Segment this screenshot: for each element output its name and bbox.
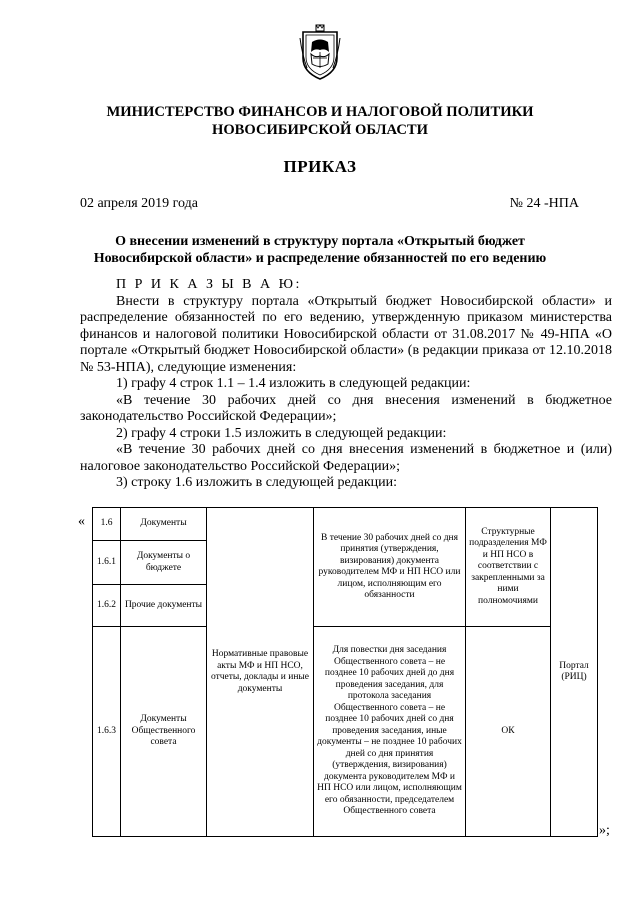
row-name: Документы Общественного совета bbox=[121, 627, 207, 837]
coat-of-arms-icon bbox=[299, 24, 341, 82]
document-number: № 24 -НПА bbox=[509, 196, 579, 211]
prikazyvayu-heading: П Р И К А З Ы В А Ю: bbox=[116, 277, 302, 292]
subject-line1: О внесении изменений в структуру портала «Открытый бюджет bbox=[115, 234, 525, 249]
ministry-name bbox=[60, 103, 580, 139]
opening-quote: « bbox=[78, 514, 85, 529]
body-paragraph-4: 2) графу 4 строки 1.5 изложить в следующей редакции: bbox=[116, 425, 447, 441]
row-number: 1.6.1 bbox=[93, 541, 121, 585]
body-paragraph-2: 1) графу 4 строк 1.1 – 1.4 изложить в следующей редакции: bbox=[116, 376, 471, 391]
row-number: 1.6 bbox=[93, 508, 121, 541]
body-paragraph-6: 3) строку 1.6 изложить в следующей редакции: bbox=[116, 475, 398, 490]
row-name: Документы bbox=[121, 508, 207, 541]
row-number: 1.6.2 bbox=[93, 585, 121, 627]
body-paragraph-1: Внести в структуру портала «Открытый бюджет Новосибирской области» и распределение обязанностей по его ведению, утвержденную приказом министерства финансов и налоговой политики Новосибирской области от 31.08.2017 № 49-НПА «О портале «Открытый бюджет Новосибирской области» (в редакции приказа от 12.10.2018 № 53-НПА), следующие изменения: bbox=[80, 293, 612, 375]
responsible-cell: ОК bbox=[466, 627, 551, 837]
document-subject bbox=[70, 233, 570, 267]
table-row-1-6-3 bbox=[93, 627, 598, 837]
content-cell: Нормативные правовые акты МФ и НП НСО, отчеты, доклады и иные документы bbox=[207, 508, 314, 837]
row-name: Документы о бюджете bbox=[121, 541, 207, 585]
ministry-name-line2: НОВОСИБИРСКОЙ ОБЛАСТИ bbox=[211, 122, 428, 138]
body-paragraph-5: «В течение 30 рабочих дней со дня внесения изменений в бюджетное и (или) налоговое законодательство Российской Федерации»; bbox=[80, 442, 612, 474]
placement-cell: Портал (РИЦ) bbox=[551, 508, 598, 837]
deadline-cell: В течение 30 рабочих дней со дня принятия (утверждения, визирования) документа руководителем МФ и НП НСО или лицом, исполняющим его обязанности bbox=[314, 508, 466, 627]
row-name: Прочие документы bbox=[121, 585, 207, 627]
deadline-cell: Для повестки дня заседания Общественного совета – не позднее 10 рабочих дней до дня проведения заседания, для протокола заседания Общественного совета – не позднее 10 рабочих дней со дня проведения заседания, иные документы – не позднее 10 рабочих дней со дня принятия (утверждения, визирования) документа руководителем МФ и НП НСО или лицом, исполняющим его обязанности, председателем Общественного совета bbox=[314, 627, 466, 837]
subject-line2: Новосибирской области» и распределение обязанностей по его ведению bbox=[93, 251, 547, 266]
ministry-name-line1: МИНИСТЕРСТВО ФИНАНСОВ И НАЛОГОВОЙ ПОЛИТИКИ bbox=[106, 104, 534, 120]
closing-quote: »; bbox=[599, 823, 610, 838]
body-paragraph-3: «В течение 30 рабочих дней со дня внесения изменений в бюджетное законодательство Российской Федерации»; bbox=[80, 392, 612, 424]
structure-table bbox=[92, 507, 598, 837]
document-date: 02 апреля 2019 года bbox=[80, 196, 198, 211]
row-number: 1.6.3 bbox=[93, 627, 121, 837]
responsible-cell: Структурные подразделения МФ и НП НСО в соответствии с закрепленными за ними полномочиями bbox=[466, 508, 551, 627]
table-row-1-6 bbox=[93, 508, 598, 541]
document-type: ПРИКАЗ bbox=[283, 157, 357, 176]
document-body bbox=[80, 277, 612, 492]
